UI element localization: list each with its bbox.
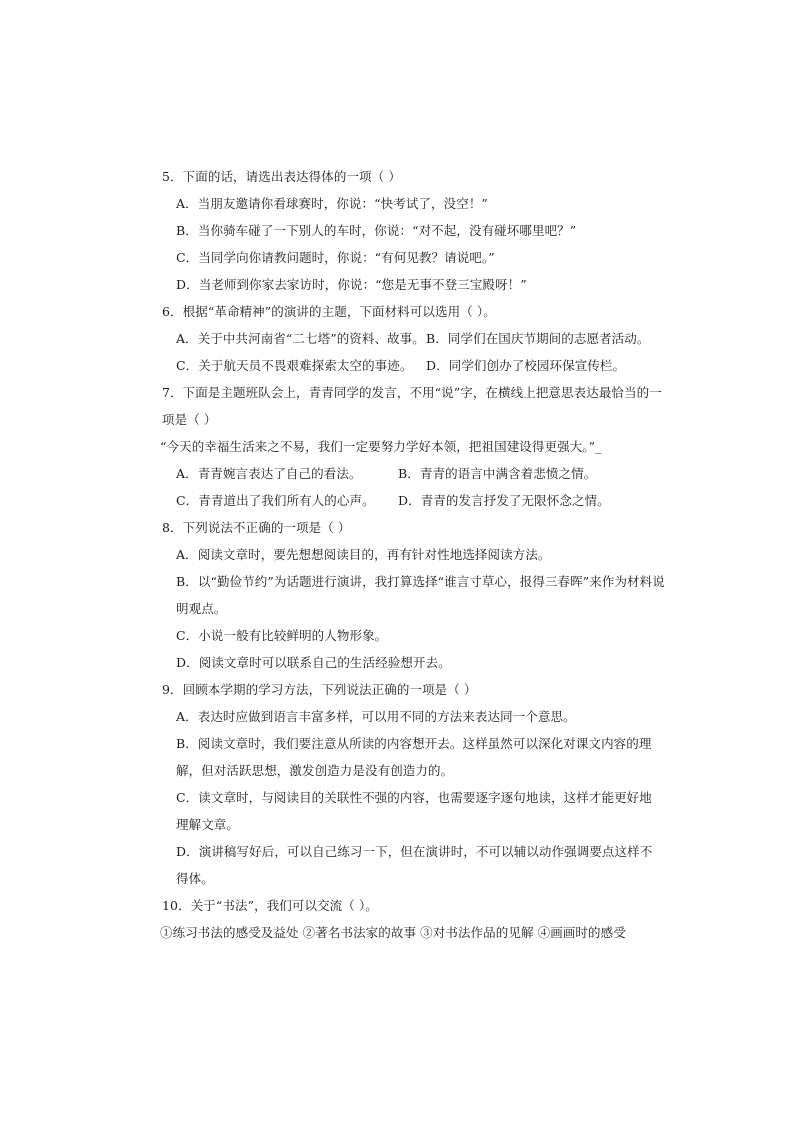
q9-option-a: A．表达时应做到语言丰富多样，可以用不同的方法来表达同一个意思。 <box>176 709 576 724</box>
q8-option-d: D．阅读文章时可以联系自己的生活经验想开去。 <box>176 655 451 670</box>
q6-option-b: B．同学们在国庆节期间的志愿者活动。 <box>426 331 650 346</box>
q5-option-c: C．当同学向你请教问题时，你说：“有何见教？请说吧。” <box>176 250 495 265</box>
q5-option-d: D．当老师到你家去家访时，你说：“您是无事不登三宝殿呀！” <box>176 277 527 292</box>
q6-option-a: A．关于中共河南省“二七塔”的资料、故事。 <box>176 331 425 346</box>
q9-option-b-line2: 解，但对活跃思想，激发创造力是没有创造力的。 <box>176 763 454 778</box>
q6-stem: 6．根据“革命精神”的演讲的主题，下面材料可以选用（ ）。 <box>162 304 496 319</box>
q7-stem-line2: 项是（ ） <box>162 412 217 427</box>
q6-option-d: D．同学们创办了校园环保宣传栏。 <box>426 358 626 373</box>
q10-stem: 10．关于“书法”，我们可以交流（ ）。 <box>162 898 378 913</box>
q5-stem: 5．下面的话，请选出表达得体的一项（ ） <box>162 169 401 184</box>
q7-option-b: B．青青的语言中满含着悲愤之情。 <box>398 466 597 481</box>
q8-stem: 8．下列说法不正确的一项是（ ） <box>162 520 351 535</box>
q5-option-a: A．当朋友邀请你看球赛时，你说：“快考试了，没空！” <box>176 196 488 211</box>
q9-option-d-line1: D．演讲稿写好后，可以自己练习一下，但在演讲时，不可以辅以动作强调要点这样不 <box>176 844 653 859</box>
q9-option-b-line1: B．阅读文章时，我们要注意从所读的内容想开去。这样虽然可以深化对课文内容的理 <box>176 736 652 751</box>
q7-option-d: D．青青的发言抒发了无限怀念之情。 <box>398 493 610 508</box>
q8-option-b-line1: B．以“勤俭节约”为话题进行演讲，我打算选择“谁言寸草心，报得三春晖”来作为材料说 <box>176 574 665 589</box>
q8-option-a: A．阅读文章时，要先想想阅读目的，再有针对性地选择阅读方法。 <box>176 547 551 562</box>
q9-option-c-line2: 理解文章。 <box>176 817 240 832</box>
q8-option-b-line2: 明观点。 <box>176 601 227 616</box>
q8-option-c: C．小说一般有比较鲜明的人物形象。 <box>176 628 388 643</box>
q7-stem-line1: 7．下面是主题班队会上，青青同学的发言，不用“说”字，在横线上把意思表达最恰当的一 <box>162 385 662 400</box>
q9-stem: 9．回顾本学期的学习方法，下列说法正确的一项是（ ） <box>162 682 477 697</box>
q6-option-c: C．关于航天员不畏艰难探索太空的事迹。 <box>176 358 413 373</box>
q9-option-c-line1: C．读文章时，与阅读目的关联性不强的内容，也需要逐字逐句地读，这样才能更好地 <box>176 790 652 805</box>
q9-option-d-line2: 得体。 <box>176 871 214 886</box>
q10-options: ①练习书法的感受及益处 ②著名书法家的故事 ③对书法作品的见解 ④画画时的感受 <box>160 925 626 940</box>
q7-quote: “今天的幸福生活来之不易，我们一定要努力学好本领，把祖国建设得更强大。”_ <box>160 439 602 454</box>
q7-option-a: A．青青婉言表达了自己的看法。 <box>176 466 362 481</box>
q7-option-c: C．青青道出了我们所有人的心声。 <box>176 493 375 508</box>
q5-option-b: B．当你骑车碰了一下别人的车时，你说：“对不起，没有碰坏哪里吧？” <box>176 223 577 238</box>
